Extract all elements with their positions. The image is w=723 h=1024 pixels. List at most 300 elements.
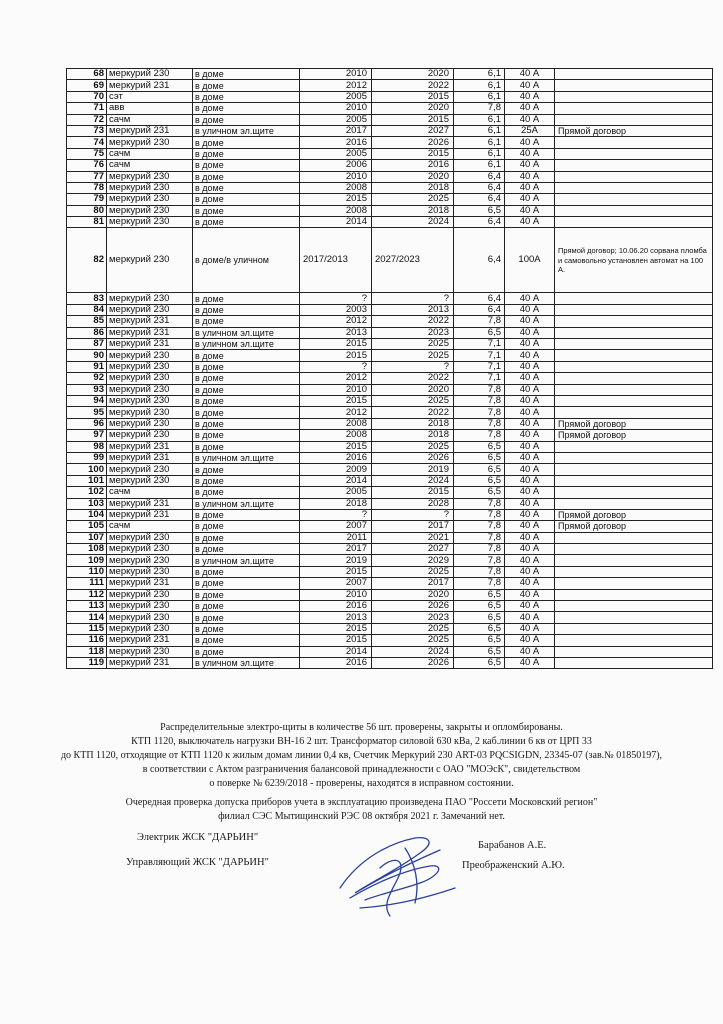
- value: 7,8: [454, 509, 505, 520]
- signatory-name-barabanov: Барабанов А.Е.: [478, 840, 547, 851]
- table-row: [67, 532, 713, 543]
- meter-location: в доме/в уличном: [193, 228, 300, 293]
- row-number: 101: [67, 475, 107, 486]
- value: 7,8: [454, 532, 505, 543]
- breaker-rating: 100А: [505, 228, 555, 293]
- table-row: [67, 498, 713, 509]
- verify-year: ?: [372, 293, 454, 304]
- breaker-rating: 40 А: [505, 418, 555, 429]
- meter-location: в уличном эл.щите: [193, 657, 300, 668]
- meter-model: меркурий 231: [107, 452, 193, 463]
- note: [555, 384, 713, 395]
- value: 6,5: [454, 205, 505, 216]
- verify-year: 2025: [372, 441, 454, 452]
- meter-location: в уличном эл.щите: [193, 125, 300, 136]
- table-row: [67, 373, 713, 384]
- verify-year: 2026: [372, 452, 454, 463]
- meter-location: в доме: [193, 566, 300, 577]
- meter-model: меркурий 230: [107, 194, 193, 205]
- value: 7,8: [454, 407, 505, 418]
- verify-year: 2015: [372, 91, 454, 102]
- meter-location: в доме: [193, 114, 300, 125]
- value: 6,1: [454, 91, 505, 102]
- row-number: 114: [67, 612, 107, 623]
- meter-location: в уличном эл.щите: [193, 452, 300, 463]
- meter-location: в уличном эл.щите: [193, 327, 300, 338]
- install-year: 2015: [300, 635, 372, 646]
- table-row: [67, 316, 713, 327]
- table-row: [67, 194, 713, 205]
- row-number: 100: [67, 464, 107, 475]
- table-row: [67, 327, 713, 338]
- value: 6,1: [454, 69, 505, 80]
- note: [555, 114, 713, 125]
- meter-model: авв: [107, 103, 193, 114]
- breaker-rating: 40 А: [505, 69, 555, 80]
- footer-line-4: в соответствии с Актом разграничения балансовой принадлежности с ОАО "МОЭсК", свидетельством: [142, 764, 581, 775]
- install-year: 2015: [300, 350, 372, 361]
- verify-year: 2027: [372, 125, 454, 136]
- install-year: 2012: [300, 316, 372, 327]
- note: [555, 555, 713, 566]
- table-row: [67, 137, 713, 148]
- row-number: 74: [67, 137, 107, 148]
- verify-year: 2025: [372, 623, 454, 634]
- meter-model: меркурий 231: [107, 509, 193, 520]
- meter-location: в доме: [193, 589, 300, 600]
- breaker-rating: 40 А: [505, 601, 555, 612]
- row-number: 79: [67, 194, 107, 205]
- meter-location: в доме: [193, 509, 300, 520]
- breaker-rating: 40 А: [505, 384, 555, 395]
- meter-model: меркурий 230: [107, 304, 193, 315]
- table-row: [67, 612, 713, 623]
- value: 7,8: [454, 578, 505, 589]
- verify-year: 2013: [372, 304, 454, 315]
- table-row: [67, 125, 713, 136]
- row-number: 90: [67, 350, 107, 361]
- value: 6,1: [454, 80, 505, 91]
- value: 6,1: [454, 125, 505, 136]
- row-number: 86: [67, 327, 107, 338]
- row-number: 73: [67, 125, 107, 136]
- note: [555, 452, 713, 463]
- install-year: 2003: [300, 304, 372, 315]
- install-year: 2010: [300, 384, 372, 395]
- value: 6,4: [454, 217, 505, 228]
- table-row: [67, 555, 713, 566]
- row-number: 103: [67, 498, 107, 509]
- verify-year: 2020: [372, 384, 454, 395]
- breaker-rating: 40 А: [505, 80, 555, 91]
- row-number: 93: [67, 384, 107, 395]
- breaker-rating: 40 А: [505, 487, 555, 498]
- meter-model: сачм: [107, 160, 193, 171]
- install-year: 2008: [300, 205, 372, 216]
- install-year: 2008: [300, 418, 372, 429]
- meter-location: в доме: [193, 293, 300, 304]
- meter-location: в доме: [193, 532, 300, 543]
- meter-model: меркурий 230: [107, 430, 193, 441]
- signatory-manager: Управляющий ЖСК "ДАРЬИН": [126, 857, 269, 868]
- value: 6,5: [454, 464, 505, 475]
- verify-year: 2023: [372, 612, 454, 623]
- table-row: [67, 384, 713, 395]
- table-row: [67, 464, 713, 475]
- breaker-rating: 40 А: [505, 464, 555, 475]
- meter-model: меркурий 230: [107, 217, 193, 228]
- row-number: 109: [67, 555, 107, 566]
- note: [555, 91, 713, 102]
- verify-year: 2022: [372, 80, 454, 91]
- table-row: [67, 205, 713, 216]
- verify-year: 2017: [372, 578, 454, 589]
- footer-line-1: Распределительные электро-щиты в количестве 56 шт. проверены, закрыты и опломбированы.: [160, 722, 563, 733]
- row-number: 83: [67, 293, 107, 304]
- row-number: 84: [67, 304, 107, 315]
- breaker-rating: 40 А: [505, 566, 555, 577]
- meter-location: в доме: [193, 137, 300, 148]
- meter-model: меркурий 230: [107, 228, 193, 293]
- breaker-rating: 40 А: [505, 441, 555, 452]
- install-year: 2010: [300, 103, 372, 114]
- install-year: 2017/2013: [300, 228, 372, 293]
- install-year: 2015: [300, 339, 372, 350]
- breaker-rating: 40 А: [505, 205, 555, 216]
- row-number: 81: [67, 217, 107, 228]
- meter-location: в доме: [193, 205, 300, 216]
- install-year: 2005: [300, 148, 372, 159]
- row-number: 113: [67, 601, 107, 612]
- note: [555, 475, 713, 486]
- verify-year: 2027: [372, 544, 454, 555]
- table-row: [67, 521, 713, 532]
- meter-location: в доме: [193, 304, 300, 315]
- note: [555, 589, 713, 600]
- verify-year: 2015: [372, 148, 454, 159]
- value: 7,1: [454, 373, 505, 384]
- verify-year: 2025: [372, 395, 454, 406]
- meter-location: в доме: [193, 487, 300, 498]
- note: [555, 350, 713, 361]
- value: 6,1: [454, 148, 505, 159]
- verify-year: 2015: [372, 114, 454, 125]
- install-year: 2008: [300, 430, 372, 441]
- footer-line-5: о поверке № 6239/2018 - проверены, находятся в исправном состоянии.: [209, 778, 514, 789]
- breaker-rating: 40 А: [505, 395, 555, 406]
- install-year: 2012: [300, 373, 372, 384]
- breaker-rating: 40 А: [505, 182, 555, 193]
- verify-year: 2025: [372, 635, 454, 646]
- table-row: [67, 171, 713, 182]
- install-year: 2012: [300, 80, 372, 91]
- note: [555, 612, 713, 623]
- breaker-rating: 25А: [505, 125, 555, 136]
- row-number: 98: [67, 441, 107, 452]
- install-year: 2008: [300, 182, 372, 193]
- meter-location: в доме: [193, 418, 300, 429]
- breaker-rating: 40 А: [505, 452, 555, 463]
- value: 6,5: [454, 612, 505, 623]
- note: [555, 182, 713, 193]
- meter-model: меркурий 230: [107, 464, 193, 475]
- verify-year: 2023: [372, 327, 454, 338]
- meter-model: сачм: [107, 521, 193, 532]
- row-number: 102: [67, 487, 107, 498]
- row-number: 68: [67, 69, 107, 80]
- meter-location: в доме: [193, 395, 300, 406]
- install-year: 2007: [300, 578, 372, 589]
- value: 7,1: [454, 339, 505, 350]
- value: 6,5: [454, 452, 505, 463]
- verify-year: 2026: [372, 601, 454, 612]
- row-number: 77: [67, 171, 107, 182]
- value: 7,8: [454, 395, 505, 406]
- note: [555, 148, 713, 159]
- breaker-rating: 40 А: [505, 171, 555, 182]
- row-number: 82: [67, 228, 107, 293]
- verify-year: 2020: [372, 103, 454, 114]
- note: [555, 657, 713, 668]
- note: Прямой договор: [555, 125, 713, 136]
- install-year: 2013: [300, 612, 372, 623]
- value: 6,4: [454, 304, 505, 315]
- meter-location: в доме: [193, 171, 300, 182]
- breaker-rating: 40 А: [505, 612, 555, 623]
- meter-model: меркурий 230: [107, 182, 193, 193]
- install-year: 2016: [300, 452, 372, 463]
- footer-line-2: КТП 1120, выключатель нагрузки ВН-16 2 шт. Трансформатор силовой 630 кВа, 2 каб.линии 6 кв от ЦРП 33: [131, 736, 592, 747]
- verify-year: 2018: [372, 430, 454, 441]
- row-number: 111: [67, 578, 107, 589]
- install-year: 2015: [300, 395, 372, 406]
- meter-model: меркурий 230: [107, 205, 193, 216]
- install-year: 2010: [300, 69, 372, 80]
- verify-year: 2027/2023: [372, 228, 454, 293]
- meter-location: в доме: [193, 578, 300, 589]
- verify-year: 2017: [372, 521, 454, 532]
- table-row: [67, 182, 713, 193]
- breaker-rating: 40 А: [505, 657, 555, 668]
- value: 7,1: [454, 361, 505, 372]
- install-year: 2005: [300, 91, 372, 102]
- note: [555, 532, 713, 543]
- meter-model: меркурий 230: [107, 475, 193, 486]
- meter-model: меркурий 230: [107, 601, 193, 612]
- breaker-rating: 40 А: [505, 646, 555, 657]
- table-row: [67, 430, 713, 441]
- meter-location: в доме: [193, 69, 300, 80]
- meter-model: меркурий 230: [107, 137, 193, 148]
- note: [555, 80, 713, 91]
- meter-model: сэт: [107, 91, 193, 102]
- meter-model: меркурий 230: [107, 418, 193, 429]
- meter-location: в доме: [193, 464, 300, 475]
- verify-year: 2019: [372, 464, 454, 475]
- install-year: 2017: [300, 125, 372, 136]
- table-row: [67, 217, 713, 228]
- verify-year: 2020: [372, 69, 454, 80]
- row-number: 115: [67, 623, 107, 634]
- meter-model: меркурий 230: [107, 407, 193, 418]
- row-number: 97: [67, 430, 107, 441]
- breaker-rating: 40 А: [505, 521, 555, 532]
- value: 6,5: [454, 327, 505, 338]
- note: Прямой договор; 10.06.20 сорвана пломба и самовольно установлен автомат на 100 А.: [555, 228, 713, 293]
- meter-model: меркурий 230: [107, 384, 193, 395]
- install-year: 2017: [300, 544, 372, 555]
- meter-location: в доме: [193, 475, 300, 486]
- table-row: [67, 441, 713, 452]
- row-number: 99: [67, 452, 107, 463]
- meter-model: меркурий 230: [107, 293, 193, 304]
- table-row: [67, 91, 713, 102]
- meter-location: в уличном эл.щите: [193, 498, 300, 509]
- install-year: 2012: [300, 407, 372, 418]
- value: 6,5: [454, 589, 505, 600]
- meter-location: в доме: [193, 80, 300, 91]
- signatory-electrician: Электрик ЖСК "ДАРЬИН": [137, 832, 259, 843]
- value: 6,5: [454, 635, 505, 646]
- note: [555, 635, 713, 646]
- install-year: 2016: [300, 657, 372, 668]
- note: [555, 69, 713, 80]
- table-row: [67, 293, 713, 304]
- footer-line-3: до КТП 1120, отходящие от КТП 1120 к жилым домам линии 0,4 кв, Счетчик Меркурий 230 ART-03 PQCSIGDN, 23345-07 (зав.№ 01850197),: [60, 750, 663, 761]
- signatory-name-preobrazhensky: Преображенский А.Ю.: [462, 860, 565, 871]
- breaker-rating: 40 А: [505, 532, 555, 543]
- meter-model: меркурий 230: [107, 623, 193, 634]
- value: 7,8: [454, 430, 505, 441]
- value: 7,8: [454, 103, 505, 114]
- note: Прямой договор: [555, 430, 713, 441]
- note: [555, 395, 713, 406]
- note: [555, 205, 713, 216]
- verify-year: 2018: [372, 205, 454, 216]
- value: 6,5: [454, 646, 505, 657]
- install-year: 2019: [300, 555, 372, 566]
- verify-year: 2025: [372, 339, 454, 350]
- note: [555, 407, 713, 418]
- install-year: 2015: [300, 441, 372, 452]
- meter-location: в доме: [193, 91, 300, 102]
- note: [555, 327, 713, 338]
- note: [555, 171, 713, 182]
- meter-model: меркурий 231: [107, 635, 193, 646]
- handwritten-signature: [320, 828, 470, 923]
- value: 6,4: [454, 228, 505, 293]
- note: [555, 137, 713, 148]
- value: 6,4: [454, 182, 505, 193]
- breaker-rating: 40 А: [505, 407, 555, 418]
- note: [555, 194, 713, 205]
- breaker-rating: 40 А: [505, 430, 555, 441]
- note: [555, 646, 713, 657]
- breaker-rating: 40 А: [505, 555, 555, 566]
- verify-year: 2022: [372, 316, 454, 327]
- meter-location: в доме: [193, 384, 300, 395]
- verify-year: 2026: [372, 137, 454, 148]
- breaker-rating: 40 А: [505, 475, 555, 486]
- note: [555, 339, 713, 350]
- table-row: [67, 578, 713, 589]
- verify-year: 2020: [372, 171, 454, 182]
- install-year: 2011: [300, 532, 372, 543]
- row-number: 108: [67, 544, 107, 555]
- meter-model: меркурий 231: [107, 125, 193, 136]
- verify-year: 2021: [372, 532, 454, 543]
- value: 7,8: [454, 521, 505, 532]
- meter-model: сачм: [107, 148, 193, 159]
- row-number: 71: [67, 103, 107, 114]
- breaker-rating: 40 А: [505, 217, 555, 228]
- table-row: [67, 350, 713, 361]
- install-year: 2010: [300, 589, 372, 600]
- row-number: 70: [67, 91, 107, 102]
- meter-model: меркурий 231: [107, 80, 193, 91]
- value: 6,5: [454, 657, 505, 668]
- verify-year: 2026: [372, 657, 454, 668]
- note: Прямой договор: [555, 521, 713, 532]
- row-number: 118: [67, 646, 107, 657]
- row-number: 95: [67, 407, 107, 418]
- meter-location: в доме: [193, 430, 300, 441]
- verify-year: ?: [372, 361, 454, 372]
- verify-year: 2024: [372, 646, 454, 657]
- breaker-rating: 40 А: [505, 373, 555, 384]
- install-year: ?: [300, 361, 372, 372]
- meter-location: в доме: [193, 194, 300, 205]
- install-year: 2014: [300, 475, 372, 486]
- value: 6,5: [454, 475, 505, 486]
- row-number: 96: [67, 418, 107, 429]
- install-year: 2010: [300, 171, 372, 182]
- value: 7,8: [454, 555, 505, 566]
- meter-location: в доме: [193, 441, 300, 452]
- value: 7,8: [454, 544, 505, 555]
- note: [555, 316, 713, 327]
- meter-model: меркурий 230: [107, 566, 193, 577]
- note: [555, 103, 713, 114]
- install-year: 2014: [300, 646, 372, 657]
- table-row: [67, 646, 713, 657]
- row-number: 112: [67, 589, 107, 600]
- value: 6,5: [454, 441, 505, 452]
- install-year: 2015: [300, 623, 372, 634]
- breaker-rating: 40 А: [505, 339, 555, 350]
- note: [555, 441, 713, 452]
- breaker-rating: 40 А: [505, 103, 555, 114]
- meter-model: меркурий 231: [107, 339, 193, 350]
- install-year: 2005: [300, 114, 372, 125]
- breaker-rating: 40 А: [505, 544, 555, 555]
- meter-model: меркурий 230: [107, 532, 193, 543]
- breaker-rating: 40 А: [505, 91, 555, 102]
- table-row: [67, 69, 713, 80]
- breaker-rating: 40 А: [505, 509, 555, 520]
- table-row: [67, 509, 713, 520]
- meter-model: меркурий 230: [107, 361, 193, 372]
- row-number: 87: [67, 339, 107, 350]
- verify-year: 2028: [372, 498, 454, 509]
- meter-location: в уличном эл.щите: [193, 339, 300, 350]
- meter-model: меркурий 231: [107, 498, 193, 509]
- install-year: 2015: [300, 194, 372, 205]
- note: Прямой договор: [555, 418, 713, 429]
- table-row: [67, 475, 713, 486]
- row-number: 119: [67, 657, 107, 668]
- meter-model: сачм: [107, 114, 193, 125]
